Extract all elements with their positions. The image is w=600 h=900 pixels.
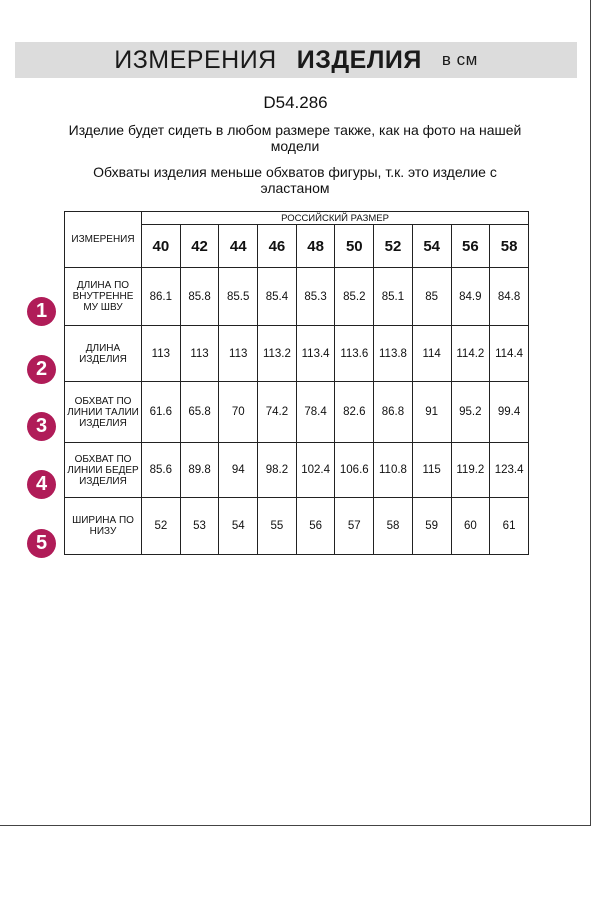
table-cell: 115 — [412, 443, 451, 498]
table-cell: 95.2 — [451, 382, 490, 443]
title-unit: в см — [441, 50, 478, 69]
measurements-header: ИЗМЕРЕНИЯ — [65, 212, 142, 268]
table-cell: 52 — [142, 498, 181, 555]
table-cell: 89.8 — [180, 443, 219, 498]
row-label: ШИРИНА ПО НИЗУ — [65, 498, 142, 555]
table-cell: 57 — [335, 498, 374, 555]
elastane-note: Обхваты изделия меньше обхватов фигуры, т.к. это изделие с эластаном — [93, 164, 497, 196]
size-header: 48 — [296, 225, 335, 268]
table-cell: 102.4 — [296, 443, 335, 498]
product-code: D54.286 — [263, 93, 328, 112]
table-cell: 61 — [490, 498, 529, 555]
title-banner — [15, 42, 577, 78]
size-header: 54 — [412, 225, 451, 268]
table-cell: 85.3 — [296, 268, 335, 326]
table-cell: 113.8 — [374, 326, 413, 382]
table-cell: 123.4 — [490, 443, 529, 498]
table-cell: 85 — [412, 268, 451, 326]
header-row-group — [65, 212, 529, 225]
table-cell: 113 — [180, 326, 219, 382]
table-cell: 85.2 — [335, 268, 374, 326]
row-label: ОБХВАТ ПО ЛИНИИ БЕДЕР ИЗДЕЛИЯ — [65, 443, 142, 498]
row-number-badge-2: 2 — [27, 355, 56, 384]
table-cell: 56 — [296, 498, 335, 555]
table-cell: 113 — [142, 326, 181, 382]
table-cell: 74.2 — [258, 382, 297, 443]
size-group-header: РОССИЙСКИЙ РАЗМЕР — [142, 212, 529, 225]
table-cell: 55 — [258, 498, 297, 555]
table-cell: 85.5 — [219, 268, 258, 326]
table-cell: 85.8 — [180, 268, 219, 326]
table-row — [65, 326, 529, 382]
table-cell: 113.2 — [258, 326, 297, 382]
table-cell: 113.6 — [335, 326, 374, 382]
table-cell: 54 — [219, 498, 258, 555]
row-label: ДЛИНА ПО ВНУТРЕННЕ МУ ШВУ — [65, 268, 142, 326]
size-header: 50 — [335, 225, 374, 268]
row-number-badge-5: 5 — [27, 529, 56, 558]
table-cell: 65.8 — [180, 382, 219, 443]
row-number-badge-4: 4 — [27, 470, 56, 499]
size-header: 46 — [258, 225, 297, 268]
table-cell: 94 — [219, 443, 258, 498]
row-number-badge-1: 1 — [27, 297, 56, 326]
table-cell: 98.2 — [258, 443, 297, 498]
table-cell: 119.2 — [451, 443, 490, 498]
table-cell: 78.4 — [296, 382, 335, 443]
table-cell: 85.6 — [142, 443, 181, 498]
row-number-badge-3: 3 — [27, 412, 56, 441]
table-cell: 86.1 — [142, 268, 181, 326]
table-row — [65, 268, 529, 326]
table-cell: 114.2 — [451, 326, 490, 382]
table-row — [65, 498, 529, 555]
table-cell: 82.6 — [335, 382, 374, 443]
table-cell: 59 — [412, 498, 451, 555]
table-cell: 70 — [219, 382, 258, 443]
table-row — [65, 443, 529, 498]
table-cell: 84.9 — [451, 268, 490, 326]
title-regular: ИЗМЕРЕНИЯ — [114, 45, 277, 74]
size-header: 52 — [374, 225, 413, 268]
table-cell: 58 — [374, 498, 413, 555]
size-table — [64, 211, 529, 555]
row-label: ДЛИНА ИЗДЕЛИЯ — [65, 326, 142, 382]
size-header: 44 — [219, 225, 258, 268]
fit-note: Изделие будет сидеть в любом размере также, как на фото на нашей модели — [68, 122, 522, 154]
table-cell: 114.4 — [490, 326, 529, 382]
table-cell: 106.6 — [335, 443, 374, 498]
size-header: 40 — [142, 225, 181, 268]
table-cell: 113.4 — [296, 326, 335, 382]
size-header: 56 — [451, 225, 490, 268]
size-header: 42 — [180, 225, 219, 268]
table-row — [65, 382, 529, 443]
table-cell: 99.4 — [490, 382, 529, 443]
title-bold: ИЗДЕЛИЯ — [296, 45, 422, 74]
table-cell: 86.8 — [374, 382, 413, 443]
table-cell: 110.8 — [374, 443, 413, 498]
table-cell: 91 — [412, 382, 451, 443]
table-cell: 114 — [412, 326, 451, 382]
size-header: 58 — [490, 225, 529, 268]
table-cell: 61.6 — [142, 382, 181, 443]
table-cell: 60 — [451, 498, 490, 555]
table-cell: 85.1 — [374, 268, 413, 326]
row-label: ОБХВАТ ПО ЛИНИИ ТАЛИИ ИЗДЕЛИЯ — [65, 382, 142, 443]
table-cell: 53 — [180, 498, 219, 555]
table-cell: 85.4 — [258, 268, 297, 326]
table-cell: 113 — [219, 326, 258, 382]
table-cell: 84.8 — [490, 268, 529, 326]
